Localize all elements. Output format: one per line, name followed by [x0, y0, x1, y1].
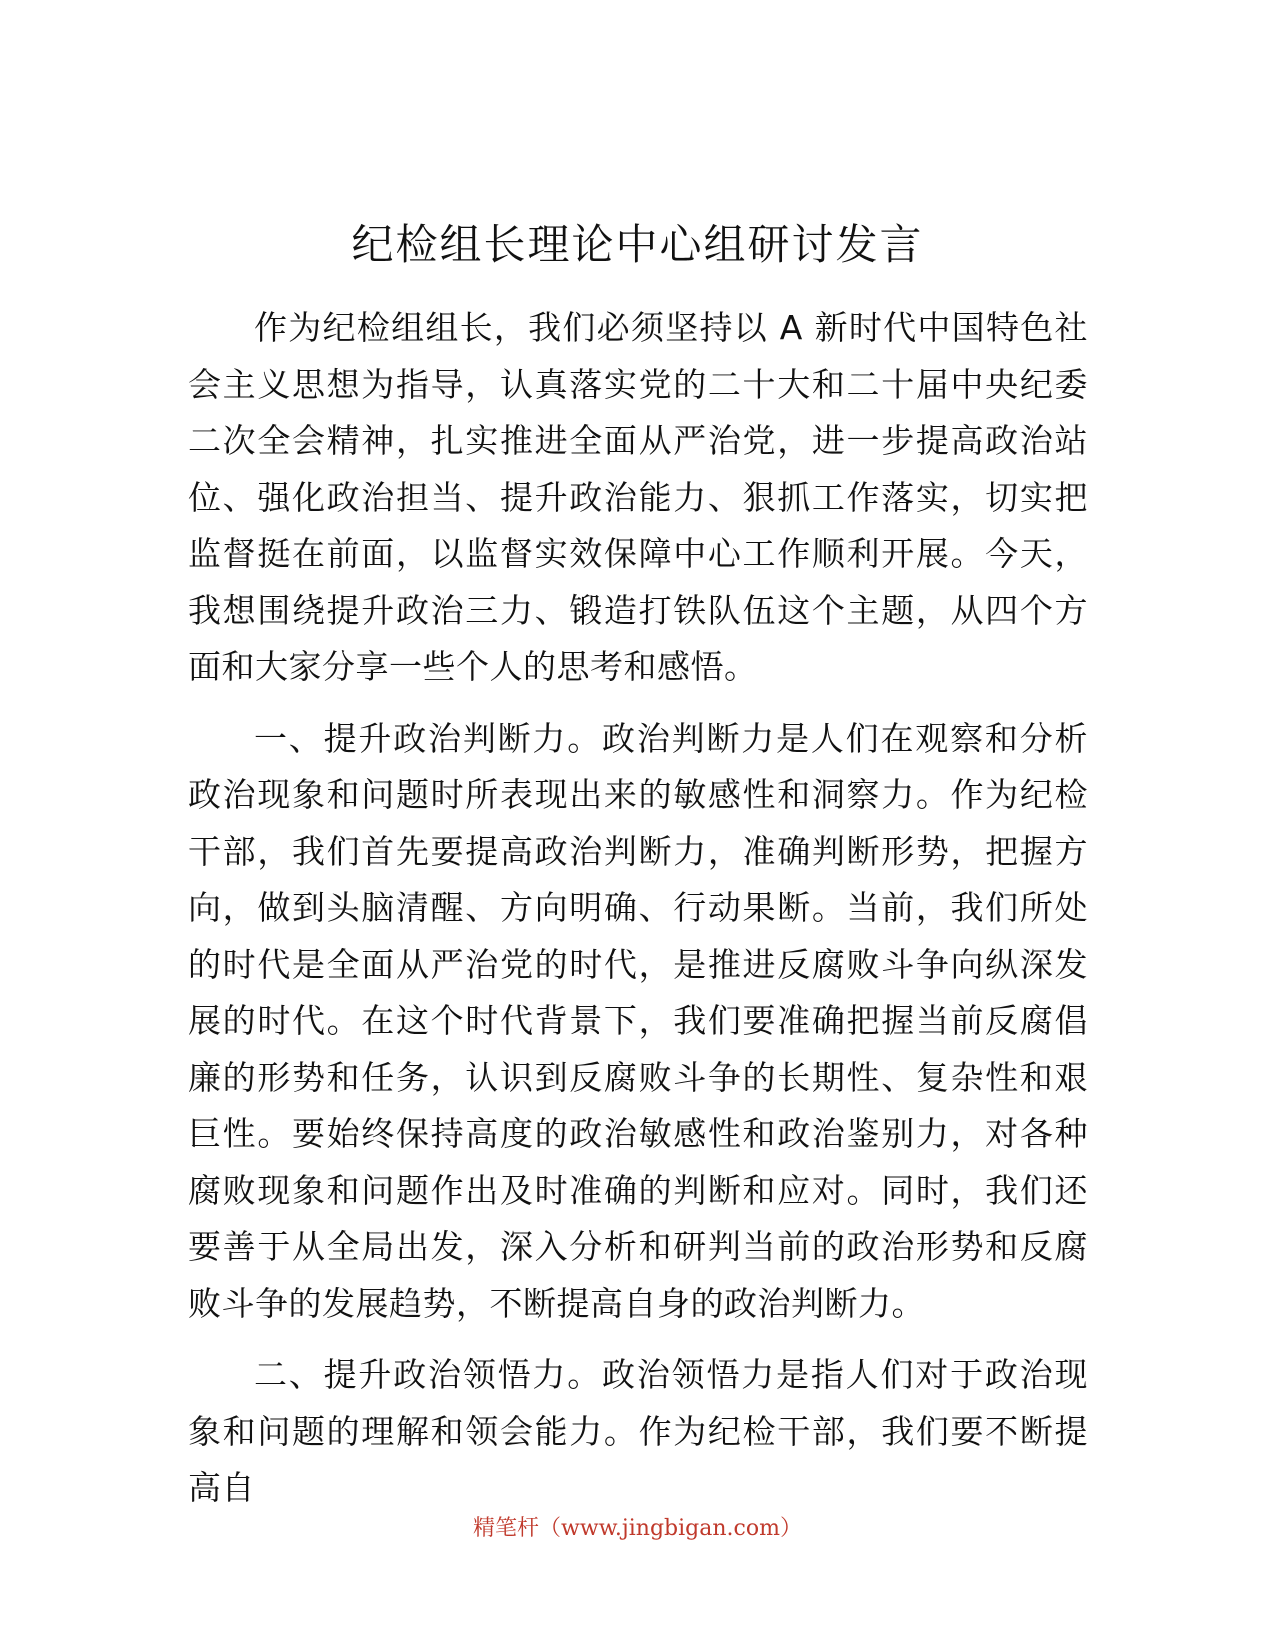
paragraph-section-two: 二、提升政治领悟力。政治领悟力是指人们对于政治现象和问题的理解和领会能力。作为纪检干部，我们要不断提高自 [188, 1355, 1088, 1507]
paragraph-section-one: 一、提升政治判断力。政治判断力是人们在观察和分析政治现象和问题时所表现出来的敏感性和洞察力。作为纪检干部，我们首先要提高政治判断力，准确判断形势，把握方向，做到头脑清醒、方向明确、行动果断。当前，我们所处的时代是全面从严治党的时代，是推进反腐败斗争向纵深发展的时代。在这个时代背景下，我们要准确把握当前反腐倡廉的形势和任务，认识到反腐败斗争的长期性、复杂性和艰巨性。要始终保持高度的政治敏感性和政治鉴别力，对各种腐败现象和问题作出及时准确的判断和应对。同时，我们还要善于从全局出发，深入分析和研判当前的政治形势和反腐败斗争的发展趋势，不断提高自身的政治判断力。 [188, 718, 1088, 1323]
footer-watermark: 精笔杆（www.jingbigan.com） [473, 1516, 802, 1541]
document-title: 纪检组长理论中心组研讨发言 [351, 220, 924, 269]
paragraph-intro: 作为纪检组组长，我们必须坚持以 A 新时代中国特色社会主义思想为指导，认真落实党的二十大和二十届中央纪委二次全会精神，扎实推进全面从严治党，进一步提高政治站位、强化政治担当、提升政治能力、狠抓工作落实，切实把监督挺在前面，以监督实效保障中心工作顺利开展。今天，我想围绕提升政治三力、锻造打铁队伍这个主题，从四个方面和大家分享一些个人的思考和感悟。 [188, 308, 1088, 686]
document-body [188, 300, 1088, 1517]
